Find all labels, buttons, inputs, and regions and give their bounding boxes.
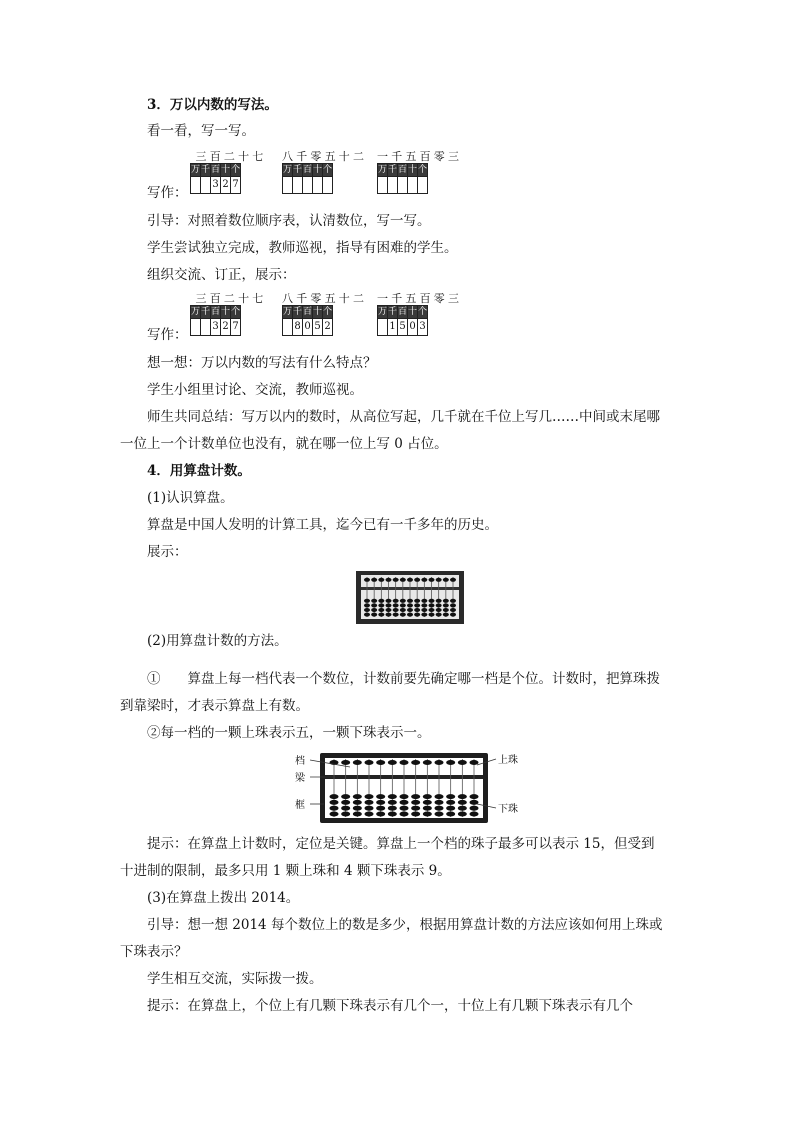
subheading-1: (1)认识算盘。: [147, 490, 234, 506]
place-header: 万: [191, 307, 201, 317]
lower-bead: [435, 806, 444, 811]
lower-bead: [423, 800, 432, 805]
lower-bead: [414, 603, 420, 607]
digit-cell: [378, 319, 388, 336]
digit-cell: [231, 319, 241, 336]
lower-bead: [421, 608, 427, 612]
upper-bead: [378, 578, 384, 582]
lower-bead: [400, 603, 406, 607]
lower-bead: [421, 613, 427, 617]
lower-bead: [458, 812, 467, 817]
lower-bead: [400, 794, 409, 799]
subheading-2: (2)用算盘计数的方法。: [147, 633, 288, 649]
lower-bead: [450, 599, 456, 603]
lower-bead: [400, 608, 406, 612]
place-header: 十: [313, 307, 323, 317]
digit-cell: [283, 177, 293, 194]
digit-cell: [191, 177, 201, 194]
section-heading-4: 4．用算盘计数。: [147, 463, 251, 479]
digit-cell: [293, 319, 303, 336]
upper-bead: [400, 760, 409, 765]
place-header: 百: [211, 165, 221, 175]
abacus-intro: 算盘是中国人发明的计算工具，迄今已有一千多年的历史。: [147, 517, 498, 533]
digit-cell: [303, 319, 313, 336]
think-text: 想一想：万以内数的写法有什么特点？: [147, 355, 377, 371]
upper-bead: [446, 760, 455, 765]
lower-bead: [371, 603, 377, 607]
place-header: 万: [191, 165, 201, 175]
instruction-look-write: 看一看，写一写。: [147, 123, 255, 139]
rule-1-line-2: 到靠梁时，才表示算盘上有数。: [120, 698, 309, 714]
place-header: 万: [378, 165, 388, 175]
lower-bead: [446, 794, 455, 799]
lower-bead: [414, 608, 420, 612]
digit: 3: [212, 321, 219, 332]
lower-bead: [388, 806, 397, 811]
lower-bead: [393, 608, 399, 612]
place-header: 个: [323, 165, 333, 175]
place-header: 百: [303, 165, 313, 175]
digit-cell: [408, 177, 418, 194]
lower-bead: [386, 599, 392, 603]
lower-bead: [435, 800, 444, 805]
tip-1-line-1: 提示：在算盘上计数时，定位是关键。算盘上一个档的珠子最多可以表示 15，但受到: [147, 836, 655, 852]
lower-bead: [388, 800, 397, 805]
place-header: 千: [293, 165, 303, 175]
lower-bead: [330, 800, 339, 805]
upper-bead: [386, 578, 392, 582]
rule-1-line-1: ① 算盘上每一档代表一个数位，计数前要先确定哪一档是个位。计数时，把算珠拨: [147, 671, 660, 687]
lower-bead: [365, 806, 374, 811]
upper-bead: [443, 578, 449, 582]
place-header: 个: [231, 307, 241, 317]
lower-bead: [386, 613, 392, 617]
place-header: 个: [418, 165, 428, 175]
number-caption: 八千零五十二: [282, 150, 368, 163]
lower-bead: [407, 599, 413, 603]
digit: 7: [232, 321, 239, 332]
lower-bead: [443, 608, 449, 612]
lower-bead: [371, 613, 377, 617]
lower-bead: [330, 794, 339, 799]
lower-bead: [376, 800, 385, 805]
lower-bead: [450, 613, 456, 617]
place-header: 十: [221, 307, 231, 317]
lower-bead: [446, 812, 455, 817]
lower-bead: [341, 794, 350, 799]
lower-bead: [393, 613, 399, 617]
number-caption: 一千五百零三: [377, 292, 463, 305]
summary-line-2: 一位上一个计数单位也没有，就在哪一位上写 0 占位。: [120, 436, 448, 452]
digit: 7: [232, 179, 239, 190]
lower-bead: [414, 599, 420, 603]
lower-bead: [386, 603, 392, 607]
lower-bead: [364, 603, 370, 607]
upper-bead: [400, 578, 406, 582]
lower-bead: [429, 608, 435, 612]
digit-cell: [221, 319, 231, 336]
write-label-2: 写作：: [147, 327, 188, 343]
lower-bead: [423, 806, 432, 811]
upper-bead: [353, 760, 362, 765]
digit-cell: [201, 177, 211, 194]
upper-bead: [411, 760, 420, 765]
place-header: 千: [201, 165, 211, 175]
digit-cell: [398, 177, 408, 194]
digit: 3: [419, 321, 426, 332]
lower-bead: [400, 812, 409, 817]
place-header: 个: [323, 307, 333, 317]
lower-bead: [407, 613, 413, 617]
digit-cell: [303, 177, 313, 194]
upper-bead: [450, 578, 456, 582]
lower-bead: [411, 812, 420, 817]
place-header: 个: [418, 307, 428, 317]
upper-bead: [423, 760, 432, 765]
lower-bead: [364, 608, 370, 612]
lower-bead: [388, 812, 397, 817]
abacus-diagram: [290, 747, 530, 827]
digit: 1: [389, 321, 396, 332]
digit-cell: [323, 319, 333, 336]
place-header: 千: [293, 307, 303, 317]
lower-bead: [407, 608, 413, 612]
lower-bead: [365, 812, 374, 817]
lower-bead: [411, 800, 420, 805]
place-header: 千: [201, 307, 211, 317]
lower-bead: [436, 599, 442, 603]
lower-bead: [365, 794, 374, 799]
upper-bead: [470, 760, 479, 765]
lower-bead: [330, 806, 339, 811]
lower-bead: [353, 794, 362, 799]
lower-bead: [341, 812, 350, 817]
upper-bead: [435, 760, 444, 765]
lower-bead: [353, 800, 362, 805]
digit-cell: [211, 319, 221, 336]
place-header: 百: [398, 307, 408, 317]
lower-bead: [423, 812, 432, 817]
upper-bead: [371, 578, 377, 582]
lower-bead: [341, 800, 350, 805]
lower-bead: [400, 800, 409, 805]
place-header: 万: [378, 307, 388, 317]
lower-bead: [446, 800, 455, 805]
upper-bead: [388, 760, 397, 765]
lower-bead: [364, 613, 370, 617]
digit-cell: [313, 319, 323, 336]
digit-cell: [231, 177, 241, 194]
digit-cell: [398, 319, 408, 336]
digit-cell: [221, 177, 231, 194]
lower-bead: [436, 603, 442, 607]
lower-bead: [376, 806, 385, 811]
write-label: 写作：: [147, 185, 188, 201]
lower-bead: [429, 613, 435, 617]
lower-bead: [429, 603, 435, 607]
digit: 3: [212, 179, 219, 190]
lower-bead: [371, 608, 377, 612]
lower-bead: [393, 599, 399, 603]
lower-bead: [400, 599, 406, 603]
label-lower-bead: 下珠: [498, 804, 518, 815]
place-header: 万: [283, 165, 293, 175]
lower-bead: [436, 613, 442, 617]
lower-bead: [429, 599, 435, 603]
lower-bead: [364, 599, 370, 603]
lower-bead: [458, 794, 467, 799]
place-header: 千: [388, 165, 398, 175]
lower-bead: [450, 608, 456, 612]
digit-cell: [293, 177, 303, 194]
digit: 2: [222, 321, 229, 332]
lower-bead: [435, 794, 444, 799]
digit-cell: [378, 177, 388, 194]
exchange-text: 组织交流、订正，展示：: [147, 267, 296, 283]
place-header: 个: [231, 165, 241, 175]
lower-bead: [446, 806, 455, 811]
number-caption: 八千零五十二: [282, 292, 368, 305]
upper-bead: [458, 760, 467, 765]
number-caption: 三百二十七: [195, 292, 267, 305]
digit: 2: [222, 179, 229, 190]
place-header: 百: [303, 307, 313, 317]
label-rod: 档: [295, 756, 305, 767]
section-heading-3: 3．万以内数的写法。: [147, 97, 278, 113]
digit-cell: [283, 319, 293, 336]
lower-bead: [411, 794, 420, 799]
tip-1-line-2: 十进制的限制，最多只用 1 颗上珠和 4 颗下珠表示 9。: [120, 863, 451, 879]
lower-bead: [371, 599, 377, 603]
label-upper-bead: 上珠: [498, 755, 518, 766]
digit-cell: [408, 319, 418, 336]
digit: 5: [399, 321, 406, 332]
lower-bead: [414, 613, 420, 617]
digit: 8: [294, 321, 301, 332]
place-header: 十: [313, 165, 323, 175]
lower-bead: [386, 608, 392, 612]
upper-bead: [393, 578, 399, 582]
digit-cell: [388, 177, 398, 194]
lower-bead: [443, 599, 449, 603]
lower-bead: [353, 812, 362, 817]
practice-text: 学生相互交流，实际拨一拨。: [147, 971, 323, 987]
lower-bead: [407, 603, 413, 607]
lower-bead: [330, 812, 339, 817]
upper-bead: [407, 578, 413, 582]
lower-bead: [443, 613, 449, 617]
digit-cell: [323, 177, 333, 194]
lower-bead: [458, 800, 467, 805]
digit-cell: [418, 319, 428, 336]
digit-cell: [201, 319, 211, 336]
lower-bead: [450, 603, 456, 607]
lower-bead: [341, 806, 350, 811]
lower-bead: [443, 603, 449, 607]
upper-bead: [421, 578, 427, 582]
lower-bead: [458, 806, 467, 811]
digit-cell: [191, 319, 201, 336]
upper-bead: [376, 760, 385, 765]
digit-cell: [418, 177, 428, 194]
upper-bead: [436, 578, 442, 582]
digit: 0: [304, 321, 311, 332]
lower-bead: [378, 603, 384, 607]
rule-2: ②每一档的一颗上珠表示五，一颗下珠表示一。: [147, 725, 431, 741]
lower-bead: [436, 608, 442, 612]
lower-bead: [376, 812, 385, 817]
show-label: 展示：: [147, 544, 188, 560]
subheading-3: (3)在算盘上拨出 2014。: [147, 890, 300, 906]
lower-bead: [435, 812, 444, 817]
discuss-text: 学生小组里讨论、交流，教师巡视。: [147, 382, 363, 398]
label-beam: 梁: [295, 773, 305, 784]
lower-bead: [400, 613, 406, 617]
upper-bead: [429, 578, 435, 582]
number-caption: 一千五百零三: [377, 150, 463, 163]
guide-line-1: 引导：想一想 2014 每个数位上的数是多少，根据用算盘计数的方法应该如何用上珠或: [147, 917, 663, 933]
upper-bead: [341, 760, 350, 765]
lower-bead: [365, 800, 374, 805]
digit-cell: [388, 319, 398, 336]
lower-bead: [470, 812, 479, 817]
tip-2: 提示：在算盘上，个位上有几颗下珠表示有几个一，十位上有几颗下珠表示有几个: [147, 998, 633, 1014]
place-header: 百: [398, 165, 408, 175]
label-frame: 框: [295, 800, 305, 811]
place-header: 十: [408, 165, 418, 175]
lower-bead: [353, 806, 362, 811]
place-header: 百: [211, 307, 221, 317]
lower-bead: [421, 603, 427, 607]
lower-bead: [423, 794, 432, 799]
place-header: 千: [388, 307, 398, 317]
digit: 5: [314, 321, 321, 332]
lower-bead: [411, 806, 420, 811]
upper-bead: [365, 760, 374, 765]
lower-bead: [393, 603, 399, 607]
digit: 2: [324, 321, 331, 332]
digit-cell: [211, 177, 221, 194]
lower-bead: [388, 794, 397, 799]
try-text: 学生尝试独立完成，教师巡视，指导有困难的学生。: [147, 240, 458, 256]
number-caption: 三百二十七: [195, 150, 267, 163]
place-header: 十: [408, 307, 418, 317]
lower-bead: [470, 794, 479, 799]
upper-bead: [414, 578, 420, 582]
lower-bead: [378, 613, 384, 617]
place-header: 十: [221, 165, 231, 175]
summary-line-1: 师生共同总结：写万以内的数时，从高位写起，几千就在千位上写几……中间或末尾哪: [147, 409, 660, 425]
digit: 0: [409, 321, 416, 332]
lower-bead: [378, 608, 384, 612]
lower-bead: [376, 794, 385, 799]
place-header: 万: [283, 307, 293, 317]
lower-bead: [421, 599, 427, 603]
upper-bead: [364, 578, 370, 582]
lower-bead: [400, 806, 409, 811]
digit-cell: [313, 177, 323, 194]
lower-bead: [378, 599, 384, 603]
guide-text: 引导：对照着数位顺序表，认清数位，写一写。: [147, 213, 431, 229]
lower-bead: [470, 806, 479, 811]
guide-line-2: 下珠表示？: [120, 944, 188, 960]
abacus-image: [355, 570, 465, 625]
